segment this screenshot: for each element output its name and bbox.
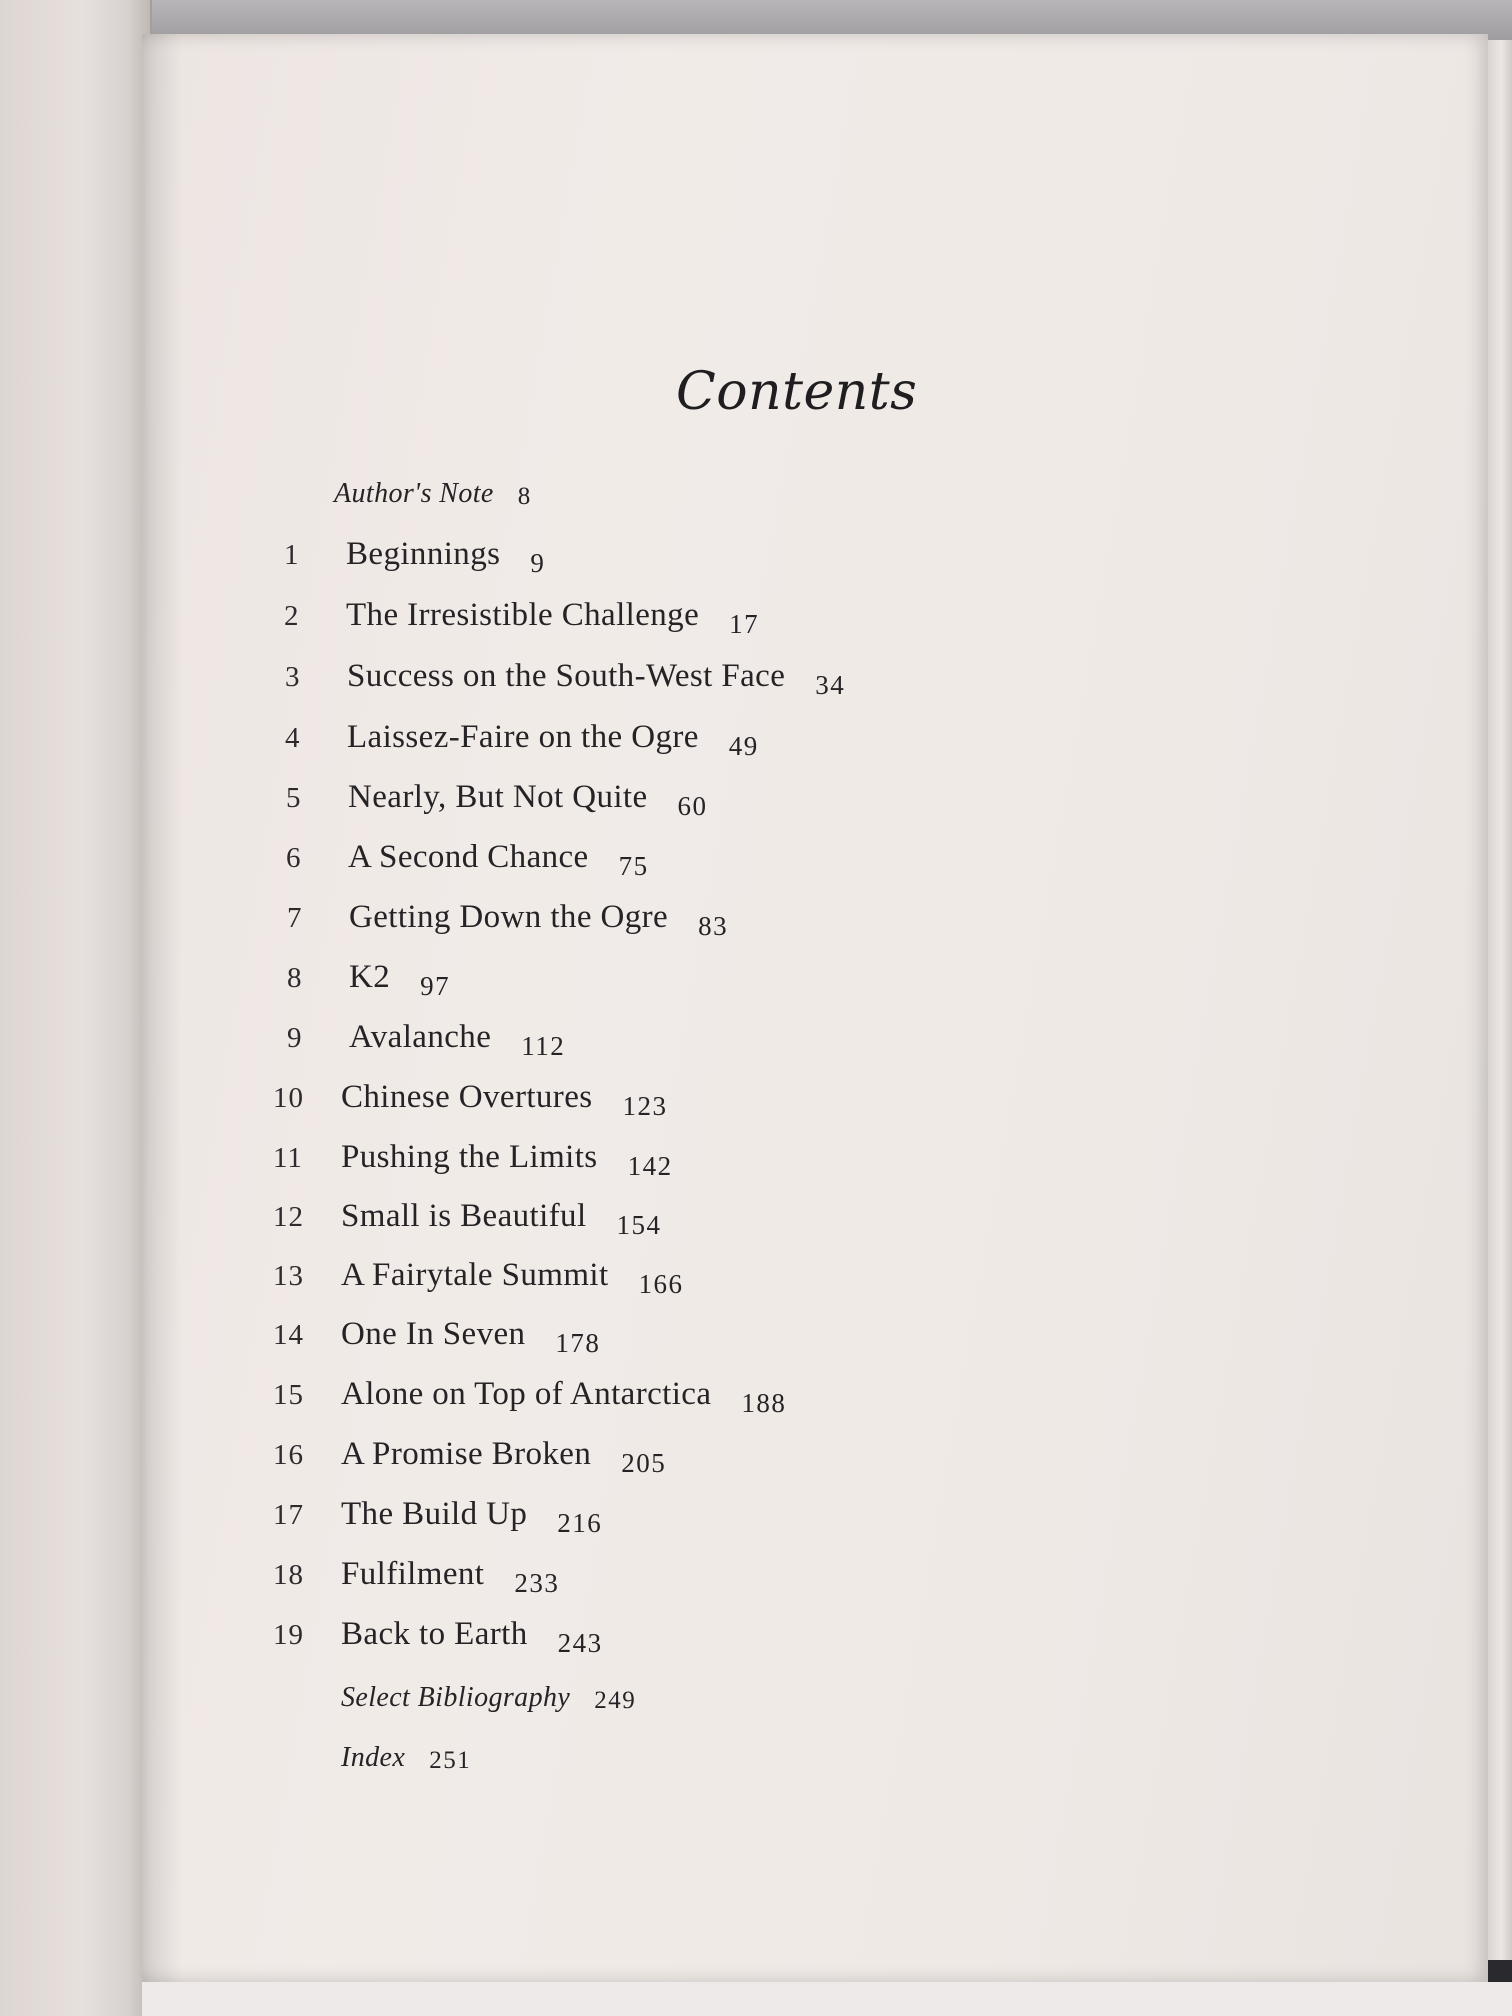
toc-chapter — [287, 1019, 566, 1061]
toc-chapter — [273, 1079, 668, 1121]
chapter-page: 233 — [514, 1568, 560, 1598]
chapter-number: 7 — [287, 902, 303, 934]
chapter-title: A Second Chance — [348, 839, 589, 875]
chapter-page: 112 — [521, 1031, 566, 1061]
chapter-number: 13 — [273, 1260, 304, 1292]
toc-chapter — [273, 1376, 787, 1418]
chapter-title: A Promise Broken — [341, 1436, 592, 1472]
chapter-title: One In Seven — [341, 1316, 526, 1352]
chapter-title: The Irresistible Challenge — [346, 597, 700, 633]
toc-chapter — [287, 899, 729, 941]
chapter-number: 3 — [285, 661, 301, 693]
chapter-page: 178 — [555, 1328, 601, 1358]
chapter-page: 154 — [616, 1210, 662, 1240]
chapter-number: 12 — [273, 1201, 304, 1233]
toc-chapter — [273, 1257, 684, 1299]
toc-chapter — [285, 658, 846, 700]
chapter-number: 18 — [273, 1559, 304, 1591]
toc-chapter — [284, 597, 760, 639]
chapter-title: The Build Up — [341, 1496, 528, 1532]
chapter-number: 14 — [273, 1319, 304, 1351]
chapter-page: 75 — [618, 851, 649, 881]
toc-chapter — [273, 1316, 601, 1358]
chapter-page: 123 — [622, 1091, 668, 1121]
chapter-number: 1 — [284, 539, 300, 571]
toc-entry-page: 251 — [429, 1747, 472, 1774]
chapter-number: 4 — [285, 722, 301, 754]
toc-chapter — [286, 779, 708, 821]
chapter-page: 142 — [627, 1151, 673, 1181]
chapter-title: Laissez-Faire on the Ogre — [347, 719, 699, 755]
chapter-page: 17 — [729, 609, 760, 639]
chapter-title: K2 — [349, 959, 391, 995]
toc-entry-page: 249 — [594, 1687, 637, 1714]
chapter-page: 188 — [741, 1388, 787, 1418]
toc-chapter — [287, 959, 451, 1001]
chapter-number: 17 — [273, 1499, 304, 1531]
toc-chapter — [273, 1496, 603, 1538]
chapter-number: 6 — [286, 842, 302, 874]
chapter-page: 205 — [621, 1448, 667, 1478]
chapter-page: 49 — [728, 731, 759, 761]
chapter-page: 216 — [557, 1508, 603, 1538]
chapter-number: 10 — [273, 1082, 304, 1114]
chapter-page: 60 — [677, 791, 708, 821]
chapter-page: 97 — [420, 971, 451, 1001]
chapter-number: 5 — [286, 782, 302, 814]
toc-entry-title: Index — [341, 1742, 406, 1773]
chapter-page: 83 — [698, 911, 729, 941]
chapter-number: 11 — [273, 1142, 303, 1174]
chapter-page: 34 — [815, 670, 846, 700]
chapter-title: Avalanche — [349, 1019, 492, 1055]
chapter-number: 9 — [287, 1022, 303, 1054]
chapter-title: Nearly, But Not Quite — [348, 779, 648, 815]
chapter-title: Back to Earth — [341, 1616, 528, 1652]
chapter-title: Getting Down the Ogre — [349, 899, 669, 935]
chapter-number: 8 — [287, 962, 303, 994]
chapter-title: Small is Beautiful — [341, 1198, 587, 1234]
toc-chapter — [273, 1556, 560, 1598]
chapter-title: Pushing the Limits — [341, 1139, 598, 1175]
chapter-number: 2 — [284, 600, 300, 632]
toc-entry-title: Select Bibliography — [341, 1682, 571, 1713]
toc-entry-index — [341, 1742, 471, 1774]
page-title: Contents — [676, 362, 918, 422]
chapter-title: A Fairytale Summit — [341, 1257, 609, 1293]
toc-chapter — [284, 536, 546, 578]
toc-chapter — [273, 1436, 667, 1478]
chapter-page: 243 — [557, 1628, 603, 1658]
toc-entry-page: 8 — [517, 483, 532, 510]
chapter-page: 166 — [638, 1269, 684, 1299]
toc-entry-authors-note — [334, 478, 532, 510]
toc-chapter — [273, 1616, 603, 1658]
chapter-number: 16 — [273, 1439, 304, 1471]
chapter-title: Beginnings — [346, 536, 501, 572]
chapter-title: Chinese Overtures — [341, 1079, 593, 1115]
chapter-number: 15 — [273, 1379, 304, 1411]
chapter-title: Success on the South-West Face — [347, 658, 786, 694]
toc-entry-bibliography — [341, 1682, 636, 1714]
toc-entry-title: Author's Note — [334, 478, 494, 509]
chapter-page: 9 — [530, 548, 546, 578]
chapter-title: Fulfilment — [341, 1556, 485, 1592]
chapter-number: 19 — [273, 1619, 304, 1651]
toc-chapter — [273, 1198, 662, 1240]
toc-chapter — [273, 1139, 673, 1181]
toc-chapter — [285, 719, 759, 761]
chapter-title: Alone on Top of Antarctica — [341, 1376, 712, 1412]
toc-chapter — [286, 839, 649, 881]
